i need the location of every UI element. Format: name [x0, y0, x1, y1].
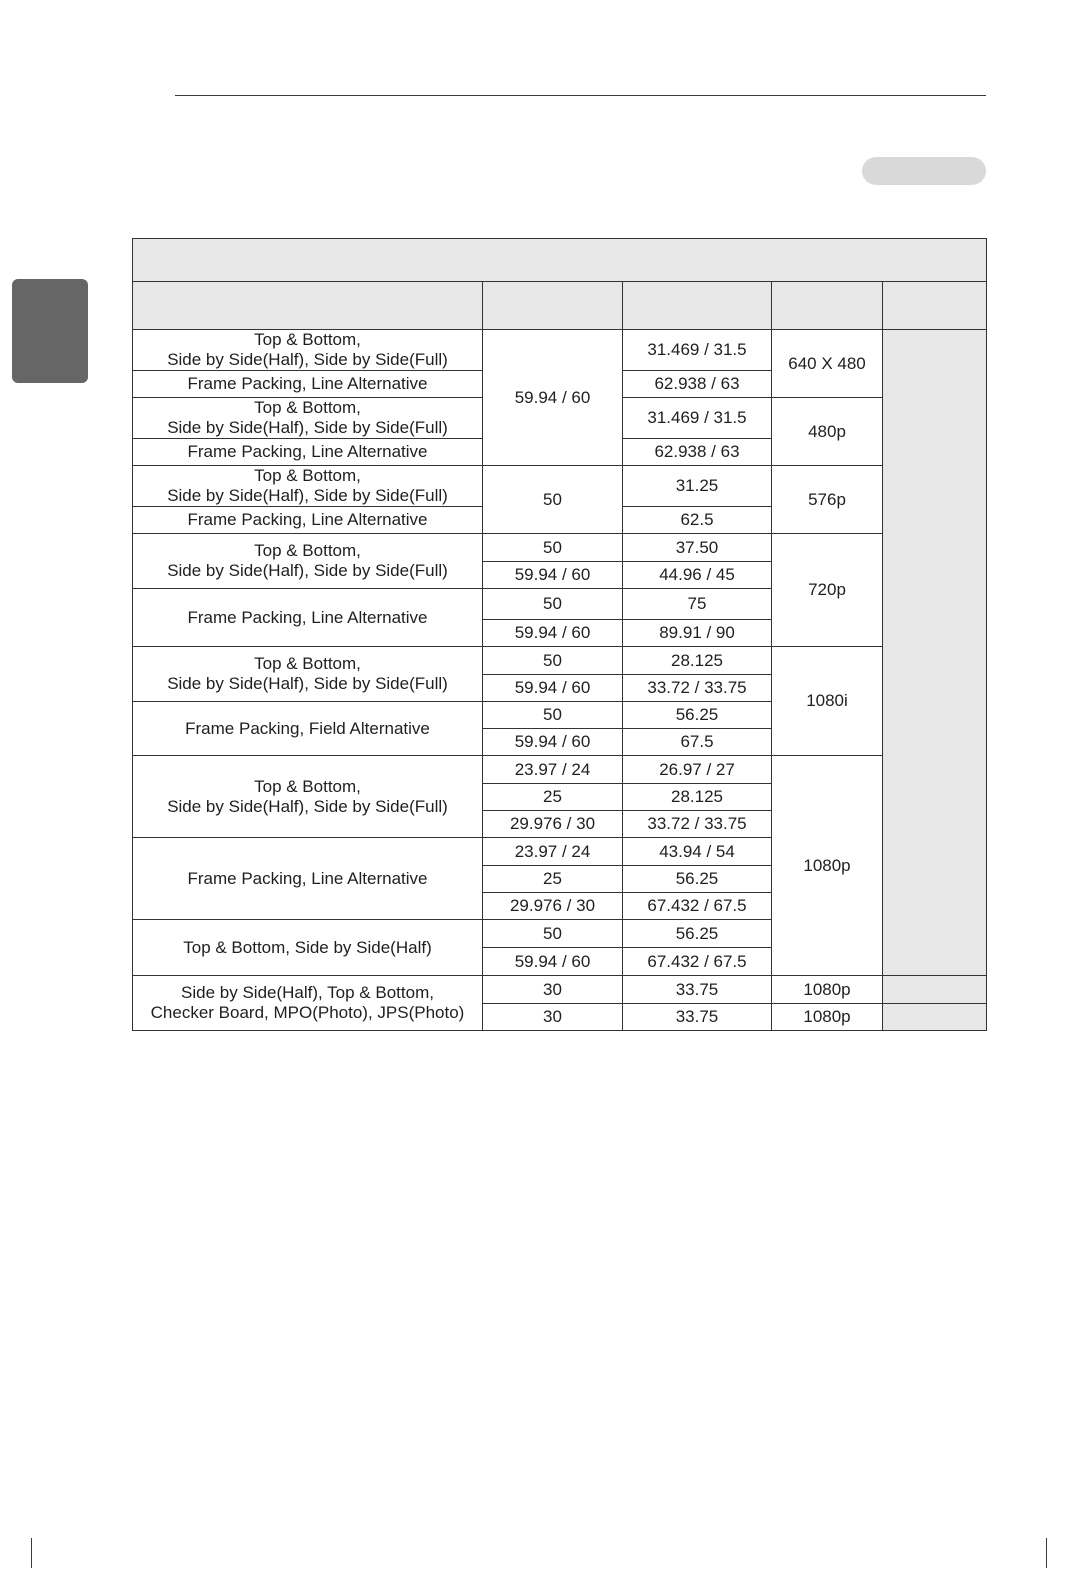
hfreq-cell: 33.75 — [623, 976, 772, 1004]
vfreq-cell: 25 — [483, 866, 623, 893]
resolution-cell: 1080i — [772, 647, 883, 756]
table-title — [133, 239, 987, 282]
hfreq-cell: 56.25 — [623, 866, 772, 893]
vfreq-cell: 30 — [483, 976, 623, 1004]
header-cell-mode — [133, 282, 483, 330]
table-row — [133, 330, 987, 371]
mode-cell: Frame Packing, Line Alternative — [133, 838, 483, 920]
mode-cell: Top & Bottom, Side by Side(Half), Side by Side(Full) — [133, 756, 483, 838]
resolution-cell: 576p — [772, 466, 883, 534]
extra-cell — [883, 330, 987, 976]
header-cell-extra — [883, 282, 987, 330]
hfreq-cell: 62.5 — [623, 507, 772, 534]
crop-mark — [31, 1538, 32, 1568]
table-row — [133, 756, 987, 784]
resolution-cell: 1080p — [772, 1004, 883, 1031]
vfreq-cell: 50 — [483, 920, 623, 948]
mode-cell: Frame Packing, Line Alternative — [133, 589, 483, 647]
header-cell-resolution — [772, 282, 883, 330]
hfreq-cell: 56.25 — [623, 702, 772, 729]
hfreq-cell: 43.94 / 54 — [623, 838, 772, 866]
table-row — [133, 976, 987, 1004]
vfreq-cell: 50 — [483, 534, 623, 562]
hfreq-cell: 75 — [623, 589, 772, 620]
table-row — [133, 466, 987, 507]
table-row — [133, 534, 987, 562]
hfreq-cell: 26.97 / 27 — [623, 756, 772, 784]
resolution-cell: 640 X 480 — [772, 330, 883, 398]
vfreq-cell: 59.94 / 60 — [483, 675, 623, 702]
hfreq-cell: 67.5 — [623, 729, 772, 756]
hfreq-cell: 37.50 — [623, 534, 772, 562]
language-pill — [862, 157, 986, 185]
hfreq-cell: 33.72 / 33.75 — [623, 811, 772, 838]
vfreq-cell: 59.94 / 60 — [483, 330, 623, 466]
vfreq-cell: 29.976 / 30 — [483, 811, 623, 838]
vfreq-cell: 50 — [483, 589, 623, 620]
hfreq-cell: 67.432 / 67.5 — [623, 948, 772, 976]
vfreq-cell: 59.94 / 60 — [483, 729, 623, 756]
mode-cell: Top & Bottom, Side by Side(Half) — [133, 920, 483, 976]
hfreq-cell: 44.96 / 45 — [623, 562, 772, 589]
mode-cell: Frame Packing, Line Alternative — [133, 371, 483, 398]
vfreq-cell: 29.976 / 30 — [483, 893, 623, 920]
hfreq-cell: 33.72 / 33.75 — [623, 675, 772, 702]
header-cell-vfreq — [483, 282, 623, 330]
mode-cell: Top & Bottom, Side by Side(Half), Side by Side(Full) — [133, 466, 483, 507]
vfreq-cell: 59.94 / 60 — [483, 620, 623, 647]
hfreq-cell: 31.469 / 31.5 — [623, 330, 772, 371]
extra-cell — [883, 1004, 987, 1031]
vfreq-cell: 59.94 / 60 — [483, 948, 623, 976]
table-row — [133, 647, 987, 675]
vfreq-cell: 25 — [483, 784, 623, 811]
hfreq-cell: 33.75 — [623, 1004, 772, 1031]
mode-cell: Frame Packing, Line Alternative — [133, 507, 483, 534]
hfreq-cell: 62.938 / 63 — [623, 371, 772, 398]
table-header-row — [133, 282, 987, 330]
header-rule — [175, 95, 986, 96]
mode-cell: Top & Bottom, Side by Side(Half), Side by Side(Full) — [133, 330, 483, 371]
3d-mode-spec-table — [132, 238, 987, 1031]
resolution-cell: 720p — [772, 534, 883, 647]
vfreq-cell: 50 — [483, 702, 623, 729]
vfreq-cell: 23.97 / 24 — [483, 838, 623, 866]
resolution-cell: 480p — [772, 398, 883, 466]
hfreq-cell: 67.432 / 67.5 — [623, 893, 772, 920]
hfreq-cell: 28.125 — [623, 784, 772, 811]
hfreq-cell: 56.25 — [623, 920, 772, 948]
extra-cell — [883, 976, 987, 1004]
vfreq-cell: 50 — [483, 466, 623, 534]
mode-cell: Frame Packing, Line Alternative — [133, 439, 483, 466]
mode-cell: Top & Bottom, Side by Side(Half), Side by Side(Full) — [133, 534, 483, 589]
vfreq-cell: 30 — [483, 1004, 623, 1031]
chapter-side-tab — [12, 279, 88, 383]
hfreq-cell: 89.91 / 90 — [623, 620, 772, 647]
hfreq-cell: 62.938 / 63 — [623, 439, 772, 466]
mode-cell: Top & Bottom, Side by Side(Half), Side by Side(Full) — [133, 647, 483, 702]
vfreq-cell: 50 — [483, 647, 623, 675]
mode-cell: Side by Side(Half), Top & Bottom, Checker Board, MPO(Photo), JPS(Photo) — [133, 976, 483, 1031]
resolution-cell: 1080p — [772, 976, 883, 1004]
hfreq-cell: 28.125 — [623, 647, 772, 675]
mode-cell: Top & Bottom, Side by Side(Half), Side by Side(Full) — [133, 398, 483, 439]
hfreq-cell: 31.25 — [623, 466, 772, 507]
resolution-cell: 1080p — [772, 756, 883, 976]
header-cell-hfreq — [623, 282, 772, 330]
table-title-row — [133, 239, 987, 282]
mode-cell: Frame Packing, Field Alternative — [133, 702, 483, 756]
hfreq-cell: 31.469 / 31.5 — [623, 398, 772, 439]
vfreq-cell: 23.97 / 24 — [483, 756, 623, 784]
vfreq-cell: 59.94 / 60 — [483, 562, 623, 589]
crop-mark — [1046, 1538, 1047, 1568]
